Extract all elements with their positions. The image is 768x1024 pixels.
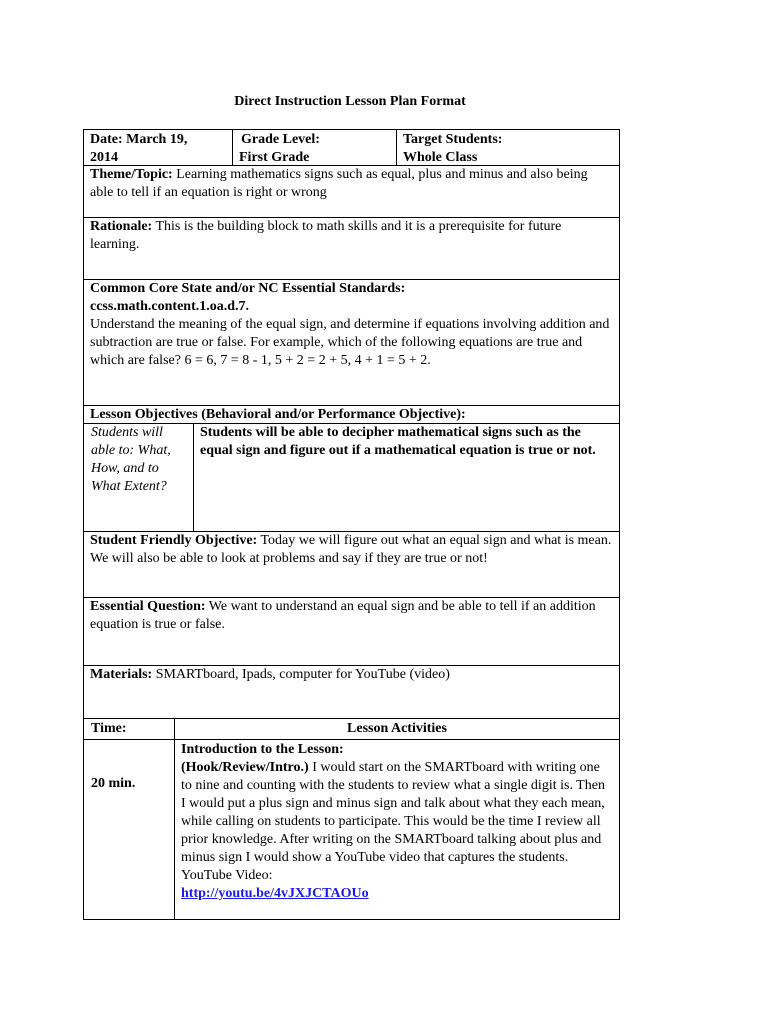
- activities-section: [83, 740, 620, 920]
- theme-section: Theme/Topic: Learning mathematics signs such as equal, plus and minus and also being able to tell if an equation is right or wrong: [83, 166, 620, 218]
- time-header: Time:: [91, 721, 127, 736]
- document-title: Direct Instruction Lesson Plan Format: [234, 94, 466, 109]
- target-students-cell: Target Students: Whole Class: [403, 132, 503, 165]
- lesson-activities-header: Lesson Activities: [347, 721, 447, 736]
- standards-section: Common Core State and/or NC Essential Standards: ccss.math.content.1.oa.d.7. Understand the meaning of the equal sign, and determine if equations involving addition and subtraction are true or false. For example, which of the following equations are true and which are false? 6 = 6, 7 = 8 - 1, 5 + 2 = 2 + 5, 4 + 1 = 5 + 2.: [83, 280, 620, 406]
- activities-header: [83, 719, 620, 740]
- header-row: [83, 129, 620, 166]
- rationale-section: Rationale: This is the building block to math skills and it is a prerequisite for future learning.: [83, 218, 620, 280]
- materials-section: Materials: SMARTboard, Ipads, computer for YouTube (video): [83, 666, 620, 719]
- grade-level-cell: Grade Level: First Grade: [239, 132, 320, 165]
- date-cell: Date: March 19, 2014: [90, 132, 188, 165]
- objectives-text: Students will be able to decipher mathematical signs such as the equal sign and figure out if a mathematical equation is true or not.: [200, 425, 596, 458]
- objectives-section: [83, 424, 620, 532]
- objectives-prompt: Students will able to: What, How, and to What Extent?: [91, 425, 171, 494]
- objectives-header: Lesson Objectives (Behavioral and/or Performance Objective):: [83, 406, 620, 424]
- intro-content: Introduction to the Lesson: (Hook/Review/Intro.) I would start on the SMARTboard with writing one to nine and counting with the students to review what a single digit is. Then I would put a plus sign and minus sign and talk about what they each mean, while calling on students to participate. This would be the time I review all prior knowledge. After writing on the SMARTboard talking about plus and minus sign I would show a YouTube video that captures the students. YouTube Video: http://youtu.be/4vJXJCTAOUo: [181, 742, 605, 901]
- time-value: 20 min.: [91, 776, 136, 791]
- essential-question: Essential Question: We want to understand an equal sign and be able to tell if an addition equation is true or false.: [83, 598, 620, 666]
- youtube-video-link[interactable]: http://youtu.be/4vJXJCTAOUo: [181, 886, 369, 901]
- student-friendly-objective: Student Friendly Objective: Today we will figure out what an equal sign and what is mean. We will also be able to look at problems and say if they are true or not!: [83, 532, 620, 598]
